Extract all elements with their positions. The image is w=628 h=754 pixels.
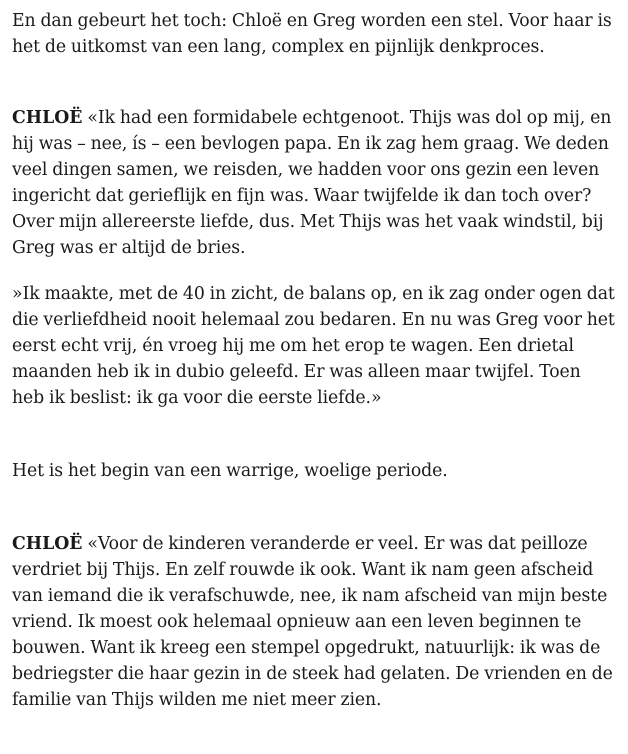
paragraph-text: «Ik had een formidabele echtgenoot. Thijs was dol op mij, en hij was – nee, ís – een bevlogen papa. En ik zag hem graag. We deden veel dingen samen, we reisden, we hadden voor ons gezin een leven ingericht dat gerieflijk en fijn was. Waar twijfelde ik dan toch over? Over mijn allereerste liefde, dus. Met Thijs was het vaak windstil, bij Greg was er altijd de bries. xyxy=(12,108,612,258)
narration-paragraph xyxy=(12,458,616,484)
article-body xyxy=(12,8,616,713)
quote-paragraph-continued xyxy=(12,281,616,411)
speaker-name: CHLOË xyxy=(12,108,83,128)
quote-paragraph-chloe-1 xyxy=(12,105,616,261)
speaker-name: CHLOË xyxy=(12,534,83,554)
intro-paragraph xyxy=(12,8,616,60)
paragraph-text: En dan gebeurt het toch: Chloë en Greg worden een stel. Voor haar is het de uitkomst van een lang, complex en pijnlijk denkproces. xyxy=(12,11,612,57)
paragraph-text: Het is het begin van een warrige, woelige periode. xyxy=(12,461,448,481)
quote-paragraph-chloe-2 xyxy=(12,531,616,713)
paragraph-text: »Ik maakte, met de 40 in zicht, de balans op, en ik zag onder ogen dat die verliefdheid nooit helemaal zou bedaren. En nu was Greg voor het eerst echt vrij, én vroeg hij me om het erop te wagen. Een drietal maanden heb ik in dubio geleefd. Er was alleen maar twijfel. Toen heb ik beslist: ik ga voor die eerste liefde.» xyxy=(12,284,615,408)
paragraph-text: «Voor de kinderen veranderde er veel. Er was dat peilloze verdriet bij Thijs. En zelf rouwde ik ook. Want ik nam geen afscheid van iemand die ik verafschuwde, nee, ik nam afscheid van mijn beste vriend. Ik moest ook helemaal opnieuw aan een leven beginnen te bouwen. Want ik kreeg een stempel opgedrukt, natuurlijk: ik was de bedriegster die haar gezin in de steek had gelaten. De vrienden en de familie van Thijs wilden me niet meer zien. xyxy=(12,534,613,710)
